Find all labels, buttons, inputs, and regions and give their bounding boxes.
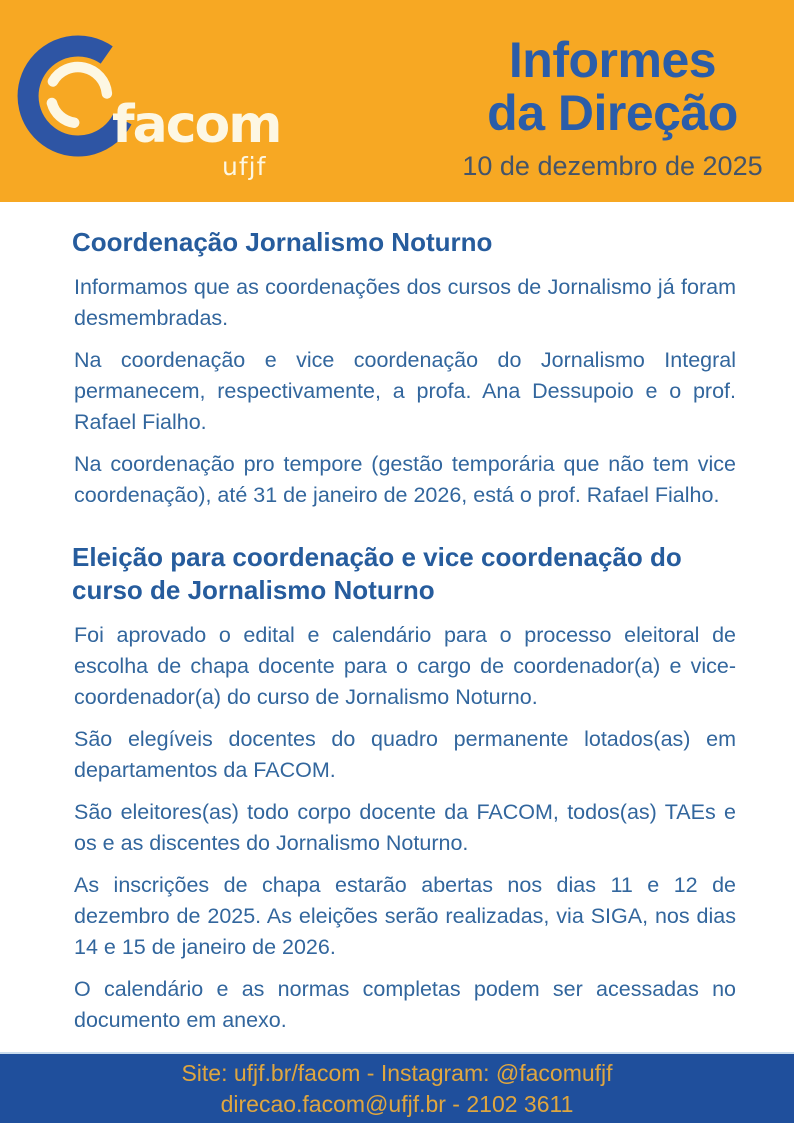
paragraph: São eleitores(as) todo corpo docente da FACOM, todos(as) TAEs e os e as discentes do Jornalismo Noturno.: [74, 800, 736, 855]
paragraph: Na coordenação e vice coordenação do Jornalismo Integral permanecem, respectivamente, a profa. Ana Dessupoio e o prof. Rafael Fialho.: [74, 348, 736, 434]
footer-contact-line2: direcao.facom@ufjf.br - 2102 3611: [220, 1091, 574, 1117]
paragraph: O calendário e as normas completas podem ser acessadas no documento em anexo.: [74, 977, 736, 1032]
logo-brand-text: facom: [112, 95, 281, 155]
newsletter-title-line1: Informes: [508, 32, 717, 88]
newsletter-title-line2: da Direção: [487, 85, 738, 141]
header-banner: [0, 0, 794, 202]
paragraph: As inscrições de chapa estarão abertas nos dias 11 e 12 de dezembro de 2025. As eleições serão realizadas, via SIGA, nos dias 14 e 15 de janeiro de 2026.: [74, 873, 736, 959]
section-heading: Eleição para coordenação e vice coordenação do curso de Jornalismo Noturno: [72, 542, 682, 605]
footer-contact-line1: Site: ufjf.br/facom - Instagram: @facomufjf: [181, 1060, 613, 1086]
logo-wave-arc-bottom-icon: [52, 103, 74, 123]
paragraph: Foi aprovado o edital e calendário para o processo eleitoral de escolha de chapa docente para o cargo de coordenador(a) e vice-coordenador(a) do curso de Jornalismo Noturno.: [74, 623, 736, 709]
facom-logo: [0, 20, 300, 190]
logo-org-text: ufjf: [222, 152, 267, 181]
paragraph: Na coordenação pro tempore (gestão temporária que não tem vice coordenação), até 31 de janeiro de 2026, está o prof. Rafael Fialho.: [74, 452, 736, 507]
paragraph: Informamos que as coordenações dos cursos de Jornalismo já foram desmembradas.: [74, 275, 736, 330]
newsletter-title-block: [440, 34, 785, 181]
section-eleicao-coordenacao: [70, 541, 736, 1036]
section-coordenacao-jornalismo-noturno: [70, 226, 736, 511]
newsletter-date: 10 de dezembro de 2025: [462, 151, 763, 181]
logo-wave-arc-top-icon: [53, 67, 107, 93]
footer: [0, 1052, 794, 1123]
section-heading: Coordenação Jornalismo Noturno: [72, 227, 493, 257]
paragraph: São elegíveis docentes do quadro permanente lotados(as) em departamentos da FACOM.: [74, 727, 736, 782]
content-area: [0, 202, 794, 1036]
